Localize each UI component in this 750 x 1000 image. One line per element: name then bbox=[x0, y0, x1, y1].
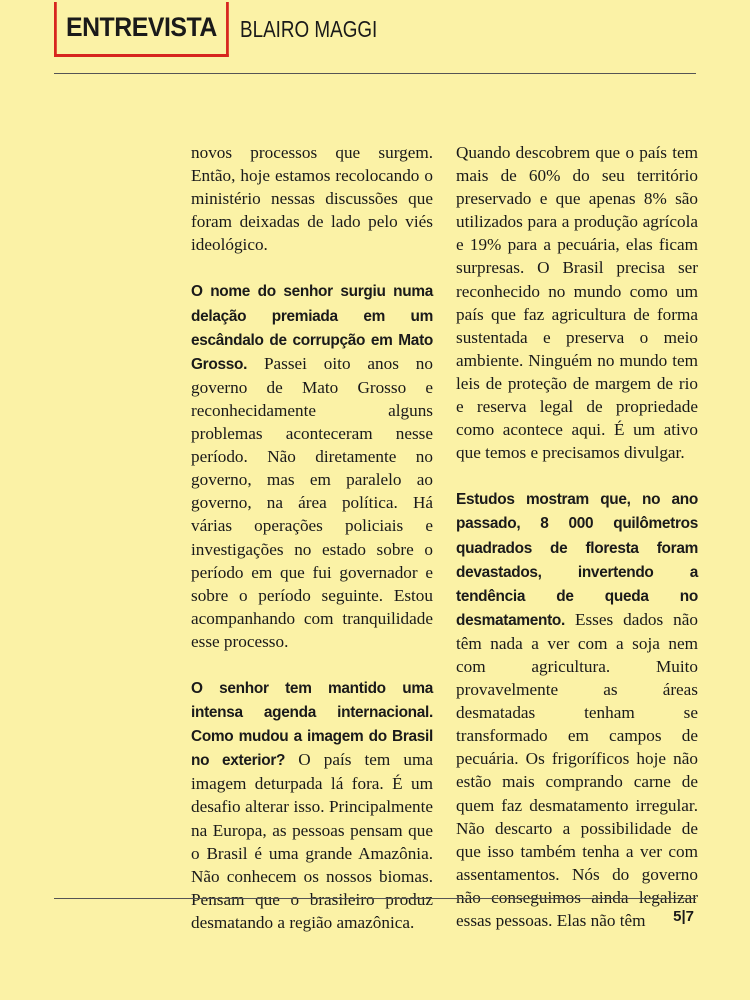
question-text: O nome do senhor surgiu numa delação premiada em um escândalo de corrupção em Mato Grosso. bbox=[191, 283, 433, 373]
answer-text: Passei oito anos no governo de Mato Grosso e reconhecidamente alguns problemas aconteceram nesse período. Não diretamente no governo, mas em paralelo ao governo, na área política. Há várias operações policiais e investigações no estado sobre o período em que fui governador e sobre o período seguinte. Estou acompanhando com tranquilidade esse processo. bbox=[191, 353, 433, 651]
interviewee-name: BLAIRO MAGGI bbox=[240, 15, 378, 42]
page-header bbox=[54, 0, 407, 58]
page-number: 5|7 bbox=[673, 908, 694, 925]
answer-text: O país tem uma imagem deturpada lá fora. É um desafio alterar isso. Principalmente na Europa, as pessoas pensam que o Brasil é uma grande Amazônia. Não conhecem os nossos biomas. Pensam que o brasileiro produz desmatando a região amazônica. bbox=[191, 750, 433, 932]
paragraph bbox=[191, 279, 433, 653]
section-title: ENTREVISTA bbox=[65, 12, 217, 42]
section-label bbox=[54, 2, 229, 57]
paragraph bbox=[191, 141, 433, 256]
text-column-left bbox=[191, 141, 433, 934]
bottom-divider bbox=[54, 898, 696, 899]
question-text: O senhor tem mantido uma intensa agenda internacional. Como mudou a imagem do Brasil no exterior? bbox=[191, 679, 433, 770]
paragraph bbox=[191, 676, 433, 934]
paragraph bbox=[456, 487, 698, 932]
text-column-right bbox=[456, 141, 698, 932]
answer-text: Esses dados não têm nada a ver com a soja nem com agricultura. Muito provavelmente as áreas desmatadas tenham se transformado em campos de pecuária. Os frigoríficos hoje não estão mais comprando carne de quem faz desmatamento irregular. Não descarto a possibilidade de que isso também tenha a ver com assentamentos. Nós do governo não conseguimos ainda legalizar essas pessoas. Elas não têm bbox=[456, 609, 698, 930]
top-divider bbox=[54, 73, 696, 74]
answer-text: Quando descobrem que o país tem mais de 60% do seu território preservado e que apenas 8% são utilizados para a produção agrícola e 19% para a pecuária, elas ficam surpresas. O Brasil precisa ser reconhecido no mundo como um país que faz agricultura de forma sustentada e preserva o meio ambiente. Ninguém no mundo tem leis de proteção de margem de rio e reserva legal de propriedade como acontece aqui. É um ativo que temos e precisamos divulgar. bbox=[456, 143, 698, 463]
question-text: Estudos mostram que, no ano passado, 8 000 quilômetros quadrados de floresta foram devastados, invertendo a tendência de queda no desmatamento. bbox=[456, 491, 698, 629]
answer-text: novos processos que surgem. Então, hoje estamos recolocando o ministério nessas discussões que foram deixadas de lado pelo viés ideológico. bbox=[191, 143, 433, 255]
paragraph bbox=[456, 141, 698, 464]
